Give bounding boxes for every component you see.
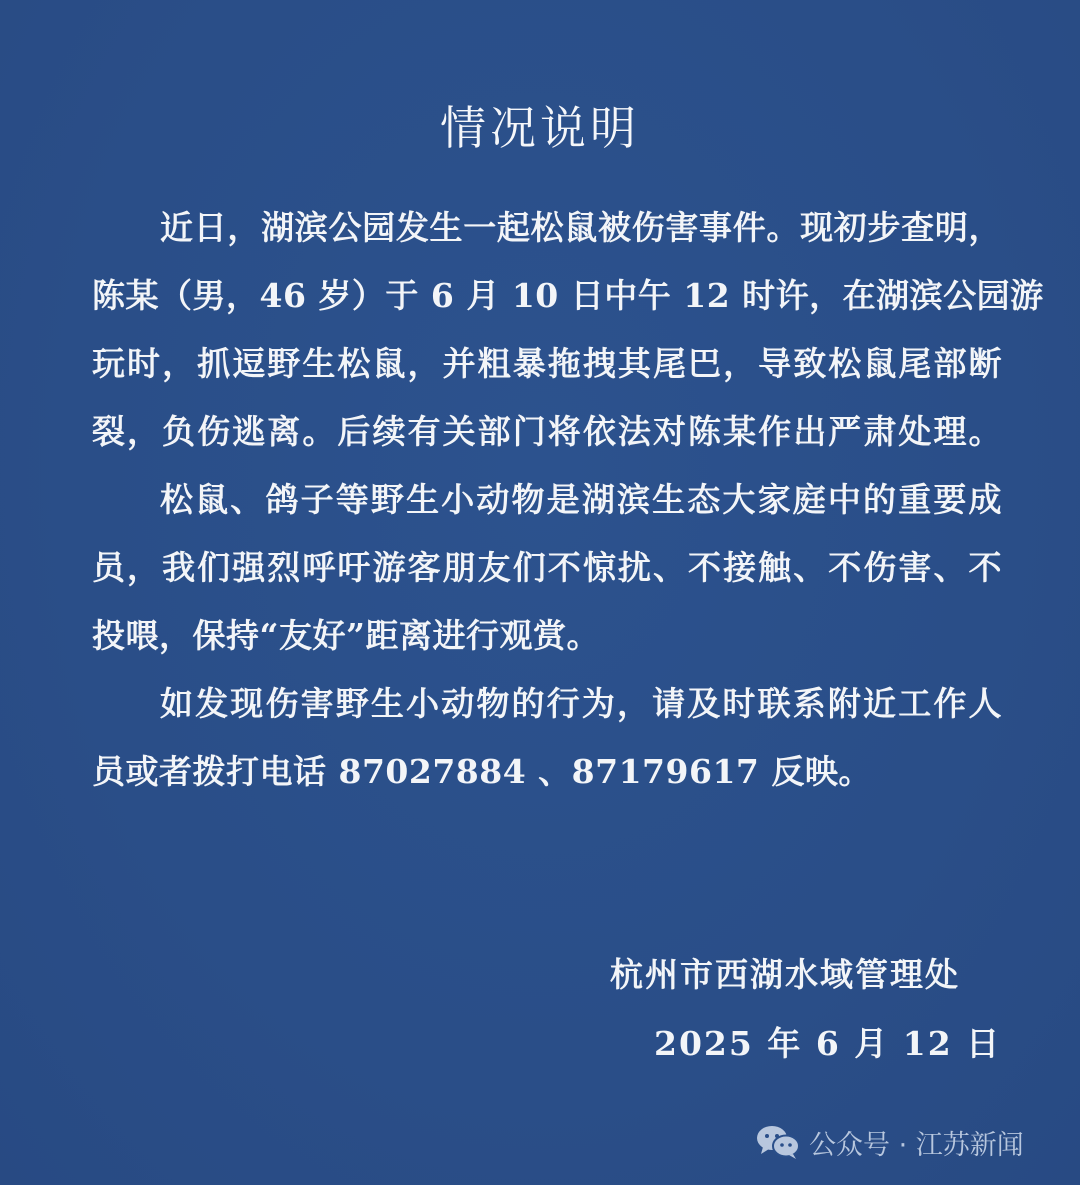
wechat-icon [755, 1124, 801, 1160]
paragraph-2-line-2: 员，我们强烈呼吁游客朋友们不惊扰、不接触、不伤害、不 [92, 548, 1002, 587]
paragraph-1-line-3: 玩时，抓逗野生松鼠，并粗暴拖拽其尾巴，导致松鼠尾部断 [92, 344, 1002, 383]
document-title: 情况说明 [440, 101, 640, 155]
paragraph-1-line-4: 裂，负伤逃离。后续有关部门将依法对陈某作出严肃处理。 [92, 412, 1002, 451]
signature-date: 2025 年 6 月 12 日 [654, 1024, 1002, 1063]
paragraph-1-line-2: 陈某（男，46 岁）于 6 月 10 日中午 12 时许，在湖滨公园游 [92, 276, 1044, 315]
watermark-text: 公众号 · 江苏新闻 [809, 1129, 1024, 1161]
watermark [755, 1122, 1024, 1162]
paragraph-1-line-1: 近日，湖滨公园发生一起松鼠被伤害事件。现初步查明， [160, 208, 1002, 247]
signature-organization: 杭州市西湖水域管理处 [610, 955, 960, 994]
paragraph-3-line-2: 员或者拨打电话 87027884 、87179617 反映。 [92, 752, 872, 791]
paragraph-3-line-1: 如发现伤害野生小动物的行为，请及时联系附近工作人 [160, 684, 1002, 723]
paragraph-2-line-1: 松鼠、鸽子等野生小动物是湖滨生态大家庭中的重要成 [160, 480, 1002, 519]
paragraph-2-line-3: 投喂，保持“友好”距离进行观赏。 [92, 616, 600, 655]
